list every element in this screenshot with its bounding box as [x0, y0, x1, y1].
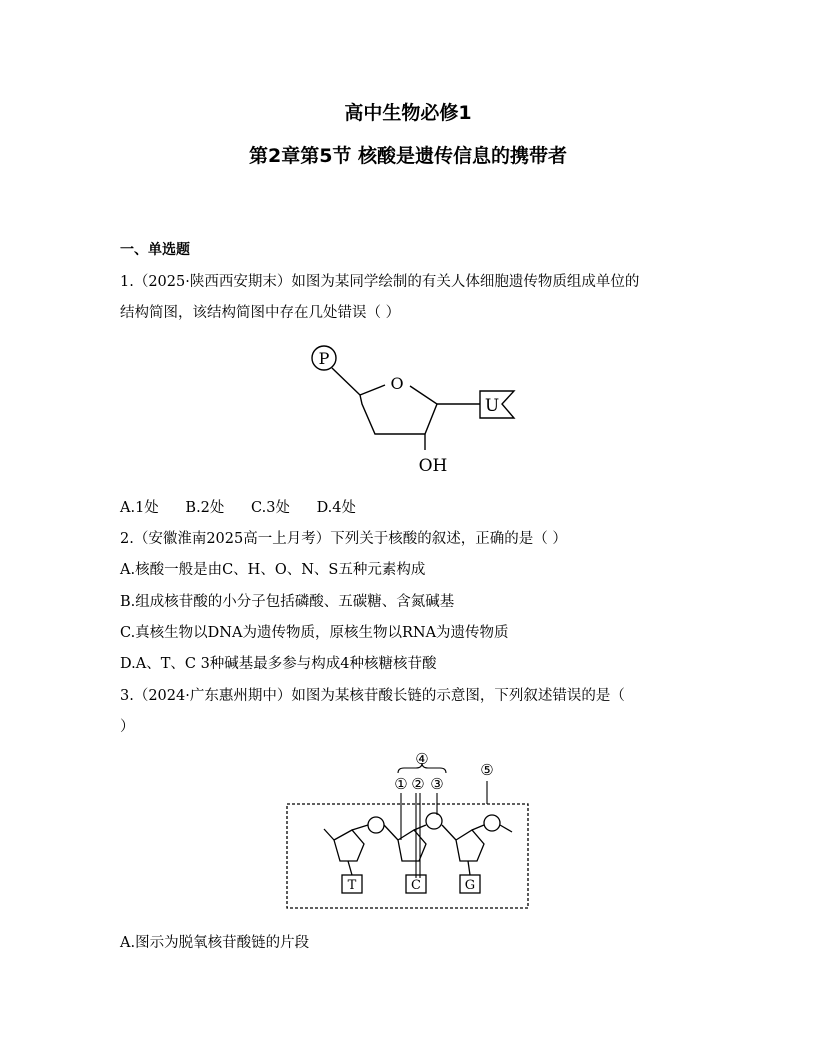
q3-stem-line2: ）	[120, 719, 135, 735]
q1-option-c[interactable]: C.3处	[251, 500, 290, 516]
phosphate-label: P	[318, 349, 330, 368]
ring-oxygen-label: O	[390, 374, 404, 393]
sugar-3	[456, 830, 484, 861]
base-label: U	[484, 396, 500, 416]
phosphate-3	[484, 815, 500, 831]
base-label-3: G	[464, 878, 476, 893]
q1-nucleotide-figure	[300, 338, 530, 480]
base-label-2: C	[411, 878, 421, 893]
base-bond-3	[468, 861, 470, 875]
q2-stem: 2.（安徽淮南2025高一上月考）下列关于核酸的叙述，正确的是（ ）	[120, 531, 567, 547]
phosphate-1	[368, 817, 384, 833]
sugar-2	[398, 830, 426, 861]
q2-option-b[interactable]: B.组成核苷酸的小分子包括磷酸、五碳糖、含氮碱基	[120, 594, 455, 610]
sugar-ring-right	[360, 386, 437, 434]
sugar-phosphate-bond-1	[352, 825, 368, 830]
document-subtitle: 第2章第5节 核酸是遗传信息的携带者	[248, 145, 568, 167]
chain-bond-0	[324, 829, 334, 840]
chain-bond-1	[384, 825, 398, 840]
phosphate-2	[426, 813, 442, 829]
phosphate-bond	[332, 368, 360, 395]
base-bond-1	[348, 861, 352, 875]
label-3: ③	[430, 775, 444, 793]
q3-option-a[interactable]: A.图示为脱氧核苷酸链的片段	[120, 935, 310, 951]
sugar-1	[334, 830, 364, 861]
label-2: ②	[411, 775, 425, 793]
hydroxyl-label: OH	[418, 456, 448, 476]
label-5: ⑤	[480, 761, 494, 779]
q3-nucleotide-chain-figure	[280, 745, 540, 915]
q1-option-d[interactable]: D.4处	[316, 500, 357, 516]
q1-options	[120, 496, 378, 517]
q2-option-d[interactable]: D.A、T、C 3种碱基最多参与构成4种核糖核苷酸	[120, 656, 437, 672]
document-title: 高中生物必修1	[344, 102, 472, 124]
base-label-1: T	[347, 878, 357, 893]
brace	[398, 763, 446, 773]
chain-bond-2	[442, 825, 456, 840]
label-4: ④	[415, 750, 429, 768]
q3-stem-line1: 3.（2024·广东惠州期中）如图为某核苷酸长链的示意图，下列叙述错误的是（	[120, 688, 625, 704]
q1-option-b[interactable]: B.2处	[185, 500, 225, 516]
q1-stem-line2: 结构简图，该结构简图中存在几处错误（ ）	[120, 305, 401, 321]
label-1: ①	[394, 775, 408, 793]
q2-option-c[interactable]: C.真核生物以DNA为遗传物质，原核生物以RNA为遗传物质	[120, 625, 509, 641]
sugar-phosphate-bond-3	[472, 825, 484, 830]
q1-option-a[interactable]: A.1处	[120, 500, 159, 516]
chain-bond-3	[500, 825, 512, 832]
q1-stem-line1: 1.（2025·陕西西安期末）如图为某同学绘制的有关人体细胞遗传物质组成单位的	[120, 274, 640, 290]
sugar-ring	[360, 385, 385, 395]
q2-option-a[interactable]: A.核酸一般是由C、H、O、N、S五种元素构成	[120, 562, 426, 578]
section-heading: 一、单选题	[120, 242, 190, 258]
